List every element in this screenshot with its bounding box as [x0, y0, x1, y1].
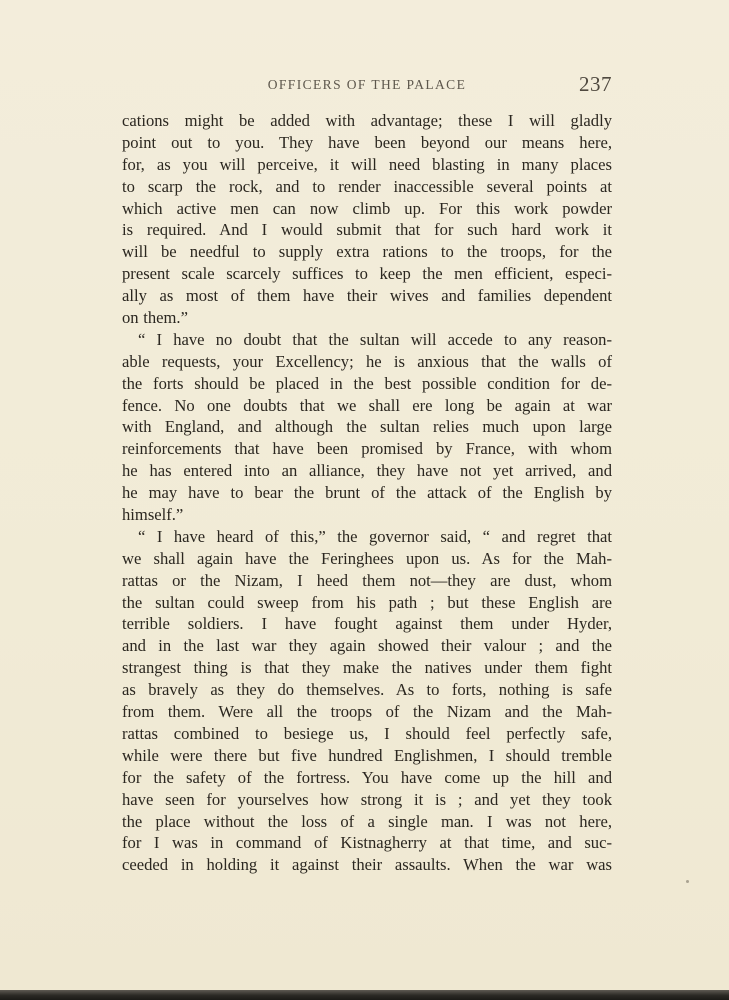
page-number: 237 — [579, 72, 612, 96]
running-title: OFFICERS OF THE PALACE — [267, 77, 467, 92]
text-line: the place without the loss of a single man. I was not here, — [122, 811, 612, 831]
text-line: cations might be added with advantage; these I will gladly — [122, 111, 612, 130]
running-head — [122, 72, 612, 98]
text-line: ceeded in holding it against their assaults. When the war was — [122, 855, 612, 875]
text-line: “ I have heard of this,” the governor said, “ and regret that — [138, 526, 612, 546]
text-line: on them.” — [122, 308, 188, 328]
text-line: we shall again have the Feringhees upon us. As for the Mah- — [122, 548, 612, 568]
text-line: present scale scarcely suffices to keep the men efficient, especi- — [122, 264, 612, 284]
text-line: from them. Were all the troops of the Nizam and the Mah- — [122, 702, 612, 722]
text-line: rattas or the Nizam, I heed them not—they are dust, whom — [122, 570, 612, 590]
text-line: for the safety of the fortress. You have come up the hill and — [122, 767, 612, 787]
text-line: reinforcements that have been promised by France, with whom — [122, 439, 612, 459]
text-line: have seen for yourselves how strong it is ; and yet they took — [122, 789, 612, 809]
text-line: terrible soldiers. I have fought against them under Hyder, — [122, 614, 612, 634]
text-line: himself.” — [122, 505, 184, 525]
text-line: the sultan could sweep from his path ; but these English are — [122, 592, 612, 612]
text-line: which active men can now climb up. For this work powder — [122, 198, 612, 218]
text-line: and in the last war they again showed their valour ; and the — [122, 636, 612, 656]
text-line: as bravely as they do themselves. As to forts, nothing is safe — [122, 680, 612, 700]
text-line: rattas combined to besiege us, I should feel perfectly safe, — [122, 723, 612, 743]
text-line: for, as you will perceive, it will need blasting in many places — [122, 154, 612, 174]
text-line: “ I have no doubt that the sultan will accede to any reason- — [138, 329, 612, 349]
text-line: while were there but five hundred Englishmen, I should tremble — [122, 745, 612, 765]
text-line: point out to you. They have been beyond our means here, — [122, 132, 612, 152]
text-line: will be needful to supply extra rations to the troops, for the — [122, 242, 612, 262]
text-line: with England, and although the sultan relies much upon large — [122, 417, 612, 437]
text-line: for I was in command of Kistnagherry at that time, and suc- — [122, 833, 612, 853]
text-line: able requests, your Excellency; he is anxious that the walls of — [122, 351, 612, 371]
text-line: to scarp the rock, and to render inaccessible several points at — [122, 176, 612, 196]
text-line: he may have to bear the brunt of the attack of the English by — [122, 483, 612, 503]
text-line: is required. And I would submit that for such hard work it — [122, 220, 612, 240]
scan-bottom-edge — [0, 990, 729, 1000]
text-line: he has entered into an alliance, they have not yet arrived, and — [122, 461, 612, 481]
paper-speck — [686, 880, 689, 883]
body-text — [122, 110, 612, 876]
text-line: fence. No one doubts that we shall ere long be again at war — [122, 395, 612, 415]
text-line: the forts should be placed in the best possible condition for de- — [122, 373, 612, 393]
text-line: strangest thing is that they make the natives under them fight — [122, 658, 612, 678]
text-line: ally as most of them have their wives and families dependent — [122, 286, 612, 306]
